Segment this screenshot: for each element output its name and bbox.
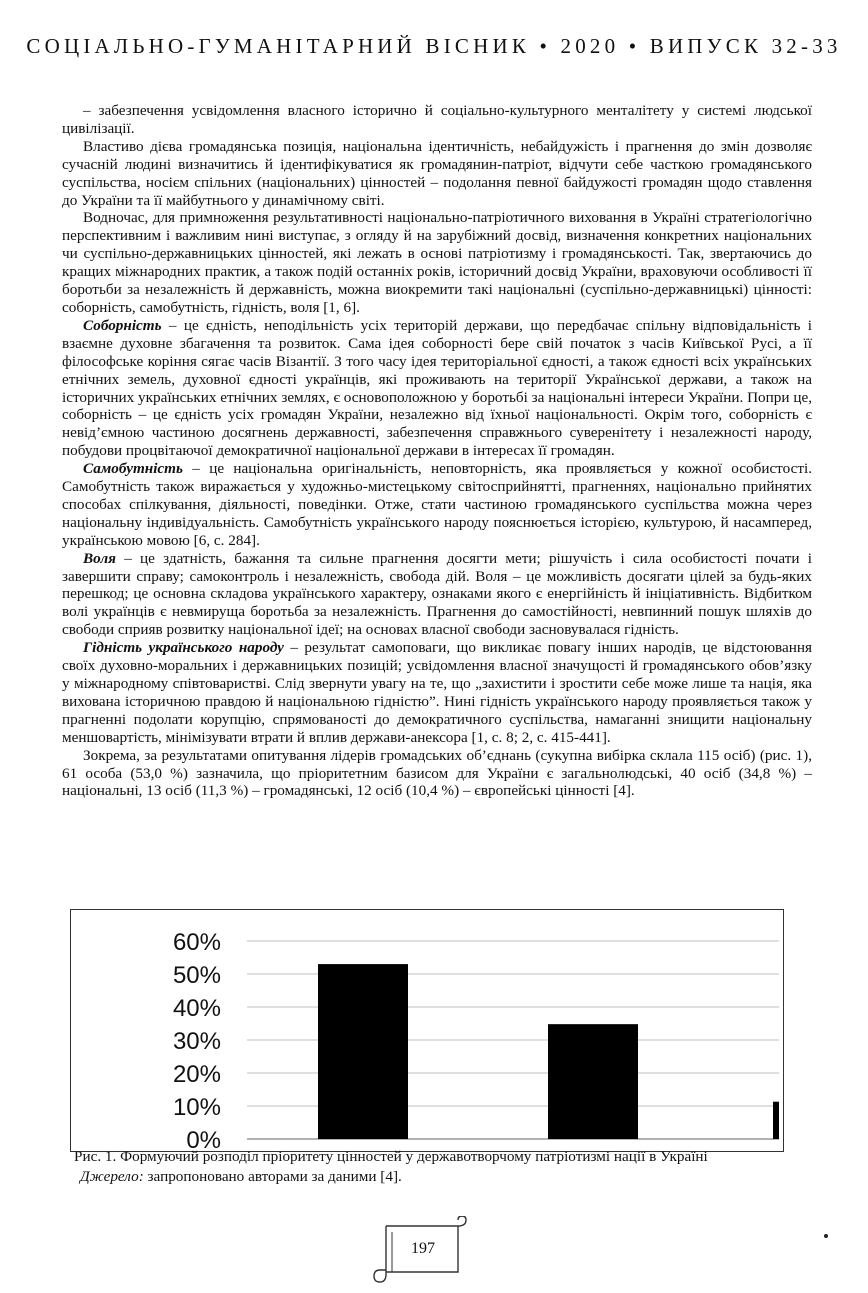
y-tick-label: 60% (172, 929, 221, 956)
scan-speck (824, 1234, 828, 1238)
term-volia: Воля (83, 549, 116, 567)
paragraph: Властиво дієва громадянська позиція, національна ідентичність, небайдужість і прагнення до змін дозволяє сучасній людині визначитись й ідентифікуватися як громадянин-патріот, відчути себе часткою громадянського суспільства, носієм спільних (національних) цінностей – подолання певної байдужості громадян щодо ставлення до України та її майбутнього у динамічному світі. (62, 137, 812, 209)
paragraph-samobutnist (62, 460, 812, 550)
page-number-ornament (372, 1216, 472, 1288)
bar-chart (71, 910, 783, 1151)
source-label: Джерело: (80, 1168, 144, 1185)
paragraph-sobornist (62, 317, 812, 460)
paragraph: – забезпечення усвідомлення власного історично й соціально-культурного менталітету у системі людської цивілізації. (62, 102, 812, 137)
paragraph-text: – це єдність, неподільність усіх територій держави, що передбачає спільну відповідальність і взаємне духовне збагачення та розвиток. Сама ідея соборності бере свій початок з часів Київської Русі, а її філософське коріння сягає часів Візантії. З того часу ідея територіальної єдності, а також єдності всіх українських етнічних земель, духовної єдності українців, які проживають на території Української держави, а також на історичних українських етнічних землях, є основоположною у боротьбі за національні інтереси України. Попри це, соборність – це єдність усіх громадян України, незалежно від їхньої національності. Окрім того, соборність є невід’ємною частиною досягнень державності, забезпечення справжнього суверенітету і незалежності народу, побудови процвітаючої демократичної національної держави в інтересах її громадян. (62, 316, 812, 460)
figure-chart (70, 909, 784, 1152)
y-tick-label: 10% (172, 1094, 221, 1121)
article-body (62, 102, 812, 800)
paragraph-text: – це національна оригінальність, неповторність, яка проявляється у кожної особистості. Самобутність також виражається у художньо-мистецькому світосприйнятті, прагненнях, національно прийнятих способах спілкування, діяльності, поведінки. Отже, стати частиною громадянського суспільства можна через національну індивідуальність. Самобутність українського народу пояснюється історією, культурою, й насамперед, українською мовою [6, с. 284]. (62, 460, 812, 549)
y-tick-label: 40% (172, 995, 221, 1022)
term-sobornist: Соборність (83, 316, 162, 334)
paragraph-volia (62, 550, 812, 640)
bar (548, 1024, 638, 1139)
source-text: запропоновано авторами за даними [4]. (143, 1168, 402, 1185)
journal-header: СОЦІАЛЬНО-ГУМАНІТАРНИЙ ВІСНИК • 2020 • ВИПУСК 32-33 (26, 34, 842, 58)
figure-caption: Рис. 1. Формуючий розподіл пріоритету цінностей у державотворчому патріотизмі нації в Україні (74, 1148, 708, 1165)
paragraph: Водночас, для примноження результативності національно-патріотичного виховання в Україні стратегіологічно перспективним і важливим нині виступає, з огляду й на зарубіжний досвід, визначення конкретних національних чи суспільно-державницьких цінностей, які лежать в основі патріотизму і громадянськості. Так, звертаючись до кращих міжнародних практик, а також подій останніх років, історичний досвід України, враховуючи особливості її боротьби за незалежність й державність, можна виокремити такі національні (суспільно-державницькі) цінності: соборність, самобутність, гідність, воля [1, 6]. (62, 209, 812, 316)
y-tick-label: 0% (186, 1127, 221, 1151)
paragraph-text: – результат самоповаги, що викликає повагу інших народів, це відстоювання своїх духовно-моральних і державницьких позицій; усвідомлення власної значущості й громадянського обов’язку у міжнародному співтоваристві. Слід звернути увагу на те, що „захистити і зростити себе може лише та нація, яка вихована історичною правдою й національною гідністю”. Нині гідність українського народу проявляється також у прагненні подолати корупцію, спрямованості до демократичного суспільства, намаганні знищити національну меншовартість, мінімізувати втрати й вплив держави-анексора [1, с. 8; 2, с. 415-441]. (62, 639, 812, 746)
y-tick-label: 20% (172, 1061, 221, 1088)
figure-source (80, 1168, 402, 1186)
bar (318, 964, 408, 1139)
term-hidnist: Гідність українського народу (83, 639, 284, 657)
bar (773, 1102, 779, 1139)
paragraph-text: – це здатність, бажання та сильне прагнення досягти мети; рішучість і сила особистості почати і завершити справу; самоконтроль і незалежність, свобода дій. Воля – це можливість досягати цілей за будь-яких перешкод; це основна складова українського характеру, ознаками якого є енергійність й ініціативність. Відбитком волі українців є невмируща боротьба за незалежність. Прагнення до самостійності, невпинний пошук шляхів до свободи сприяв розвитку національної ідеї; на основах власної свободи засновувалася гідність. (62, 549, 812, 639)
paragraph-hidnist (62, 639, 812, 746)
page-number: 197 (411, 1240, 435, 1257)
y-tick-label: 30% (172, 1028, 221, 1055)
term-samobutnist: Самобутність (83, 460, 183, 478)
y-tick-label: 50% (172, 962, 221, 989)
paragraph: Зокрема, за результатами опитування лідерів громадських об’єднань (сукупна вибірка склала 115 осіб) (рис. 1), 61 особа (53,0 %) зазначила, що пріоритетним базисом для України є загальнолюдські, 40 осіб (34,8 %) – національні, 13 осіб (11,3 %) – громадянські, 12 осіб (10,4 %) – європейські цінності [4]. (62, 746, 812, 800)
